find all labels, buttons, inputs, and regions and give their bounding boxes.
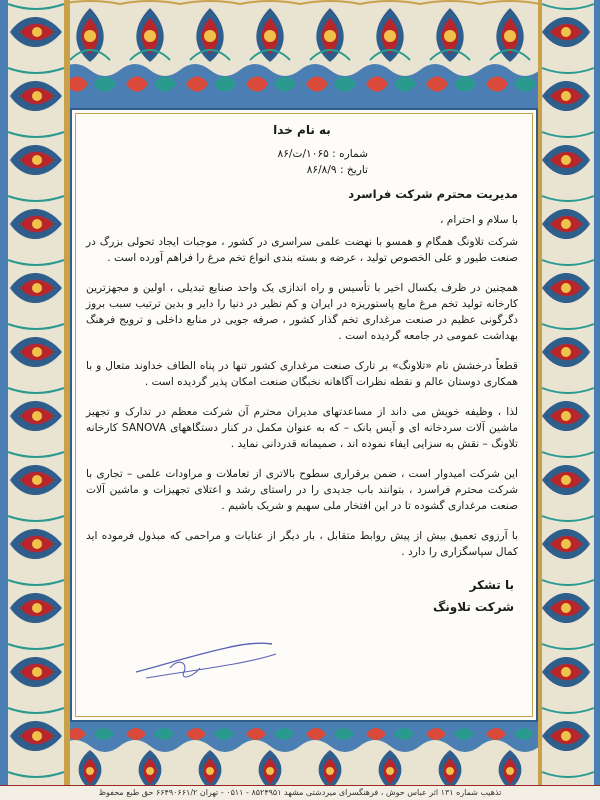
handwritten-signature xyxy=(130,628,280,688)
closing-company: شرکت تلاونگ xyxy=(433,600,514,614)
letter-number: شماره : ۱۰۶۵/ت/۸۶ xyxy=(277,148,368,160)
letter-addressee: مدیریت محترم شرکت فراسرد xyxy=(348,187,518,201)
letter-meta xyxy=(86,146,518,178)
letter-paragraph-4: لذا ، وظیفه خویش می داند از مساعدتهای مدیران محترم آن شرکت معظم در تدارک و تجهیز ماشین آلات سردخانه ای و آیس بانک – که به عنوان مکمل در کنار دستگاههای SANOVA کارخانه تلاونگ – نقش به سزایی ایفاء نموده اند ، صمیمانه قدردانی نماید . xyxy=(86,406,518,450)
letter-paragraph-1: شرکت تلاونگ همگام و همسو با نهضت علمی سراسری در کشور ، موجبات ایجاد تحولی بزرگ در صنعت طیور و علی الخصوص تولید ، عرضه و بسته بندی انواع تخم مرغ را فراهم آورده است . xyxy=(86,236,518,264)
letter-paragraph-2: همچنین در ظرف یکسال اخیر با تأسیس و راه اندازی یک واحد صنایع تبدیلی ، اولین و مجهزترین کارخانه تولید تخم مرغ مایع پاستوریزه در ایران و کم نظیر در دنیا را دایر و بدین ترتیب سبب بروز دگرگونی عظیم در صنعت مرغداری تخم گذار کشور ، صرفه جویی در منابع داخلی و ترویج فرهنگ بهداشت عمومی در جامعه گردیده است . xyxy=(86,282,518,342)
ornamental-border-right xyxy=(538,0,600,800)
ornamental-border-top xyxy=(0,0,600,108)
letter-closing xyxy=(86,574,518,618)
closing-thanks: با تشکر xyxy=(469,578,514,592)
footer-credit: تذهیب شماره ۱۳۱ اثر عباس حوش ، فرهنگسرای میردشتی مشهد ۸۵۲۴۹۵۱ - ۰۵۱۱ - تهران ۶۶۴۹۰۶۶۱/۲ حق طبع محفوظ xyxy=(0,785,600,800)
letter-body xyxy=(86,118,518,618)
letter-date: تاریخ : ۸۶/۸/۹ xyxy=(306,164,368,176)
letter-heading: به نام خدا xyxy=(273,123,331,137)
letter-paragraph-5: این شرکت امیدوار است ، ضمن برقراری سطوح بالاتری از تعاملات و مراودات علمی – تجاری با شرکت محترم فراسرد ، بتوانند باب جدیدی را در راستای رشد و اعتلای تجهیزات و ماشین آلات صنعت مرغداری گشوده تا در این افتخار ملی سهیم و شریک باشیم . xyxy=(86,468,518,512)
letter-paragraph-3: قطعاً درخشش نام «تلاونگ» بر تارک صنعت مرغداری کشور تنها در پناه الطاف خداوند متعال و با همکاری دوستان عالم و نقطه نظرات آگاهانه نخبگان صنعت امکان پذیر گردیده است . xyxy=(86,360,518,388)
letter-paragraph-6: با آرزوی تعمیق بیش از پیش روابط متقابل ، بار دیگر از عنایات و مراحمی که مبذول فرموده اید کمال سپاسگزاری را دارد . xyxy=(86,530,518,558)
letter-greeting: با سلام و احترام ، xyxy=(440,214,518,226)
ornamental-border-left xyxy=(0,0,70,800)
